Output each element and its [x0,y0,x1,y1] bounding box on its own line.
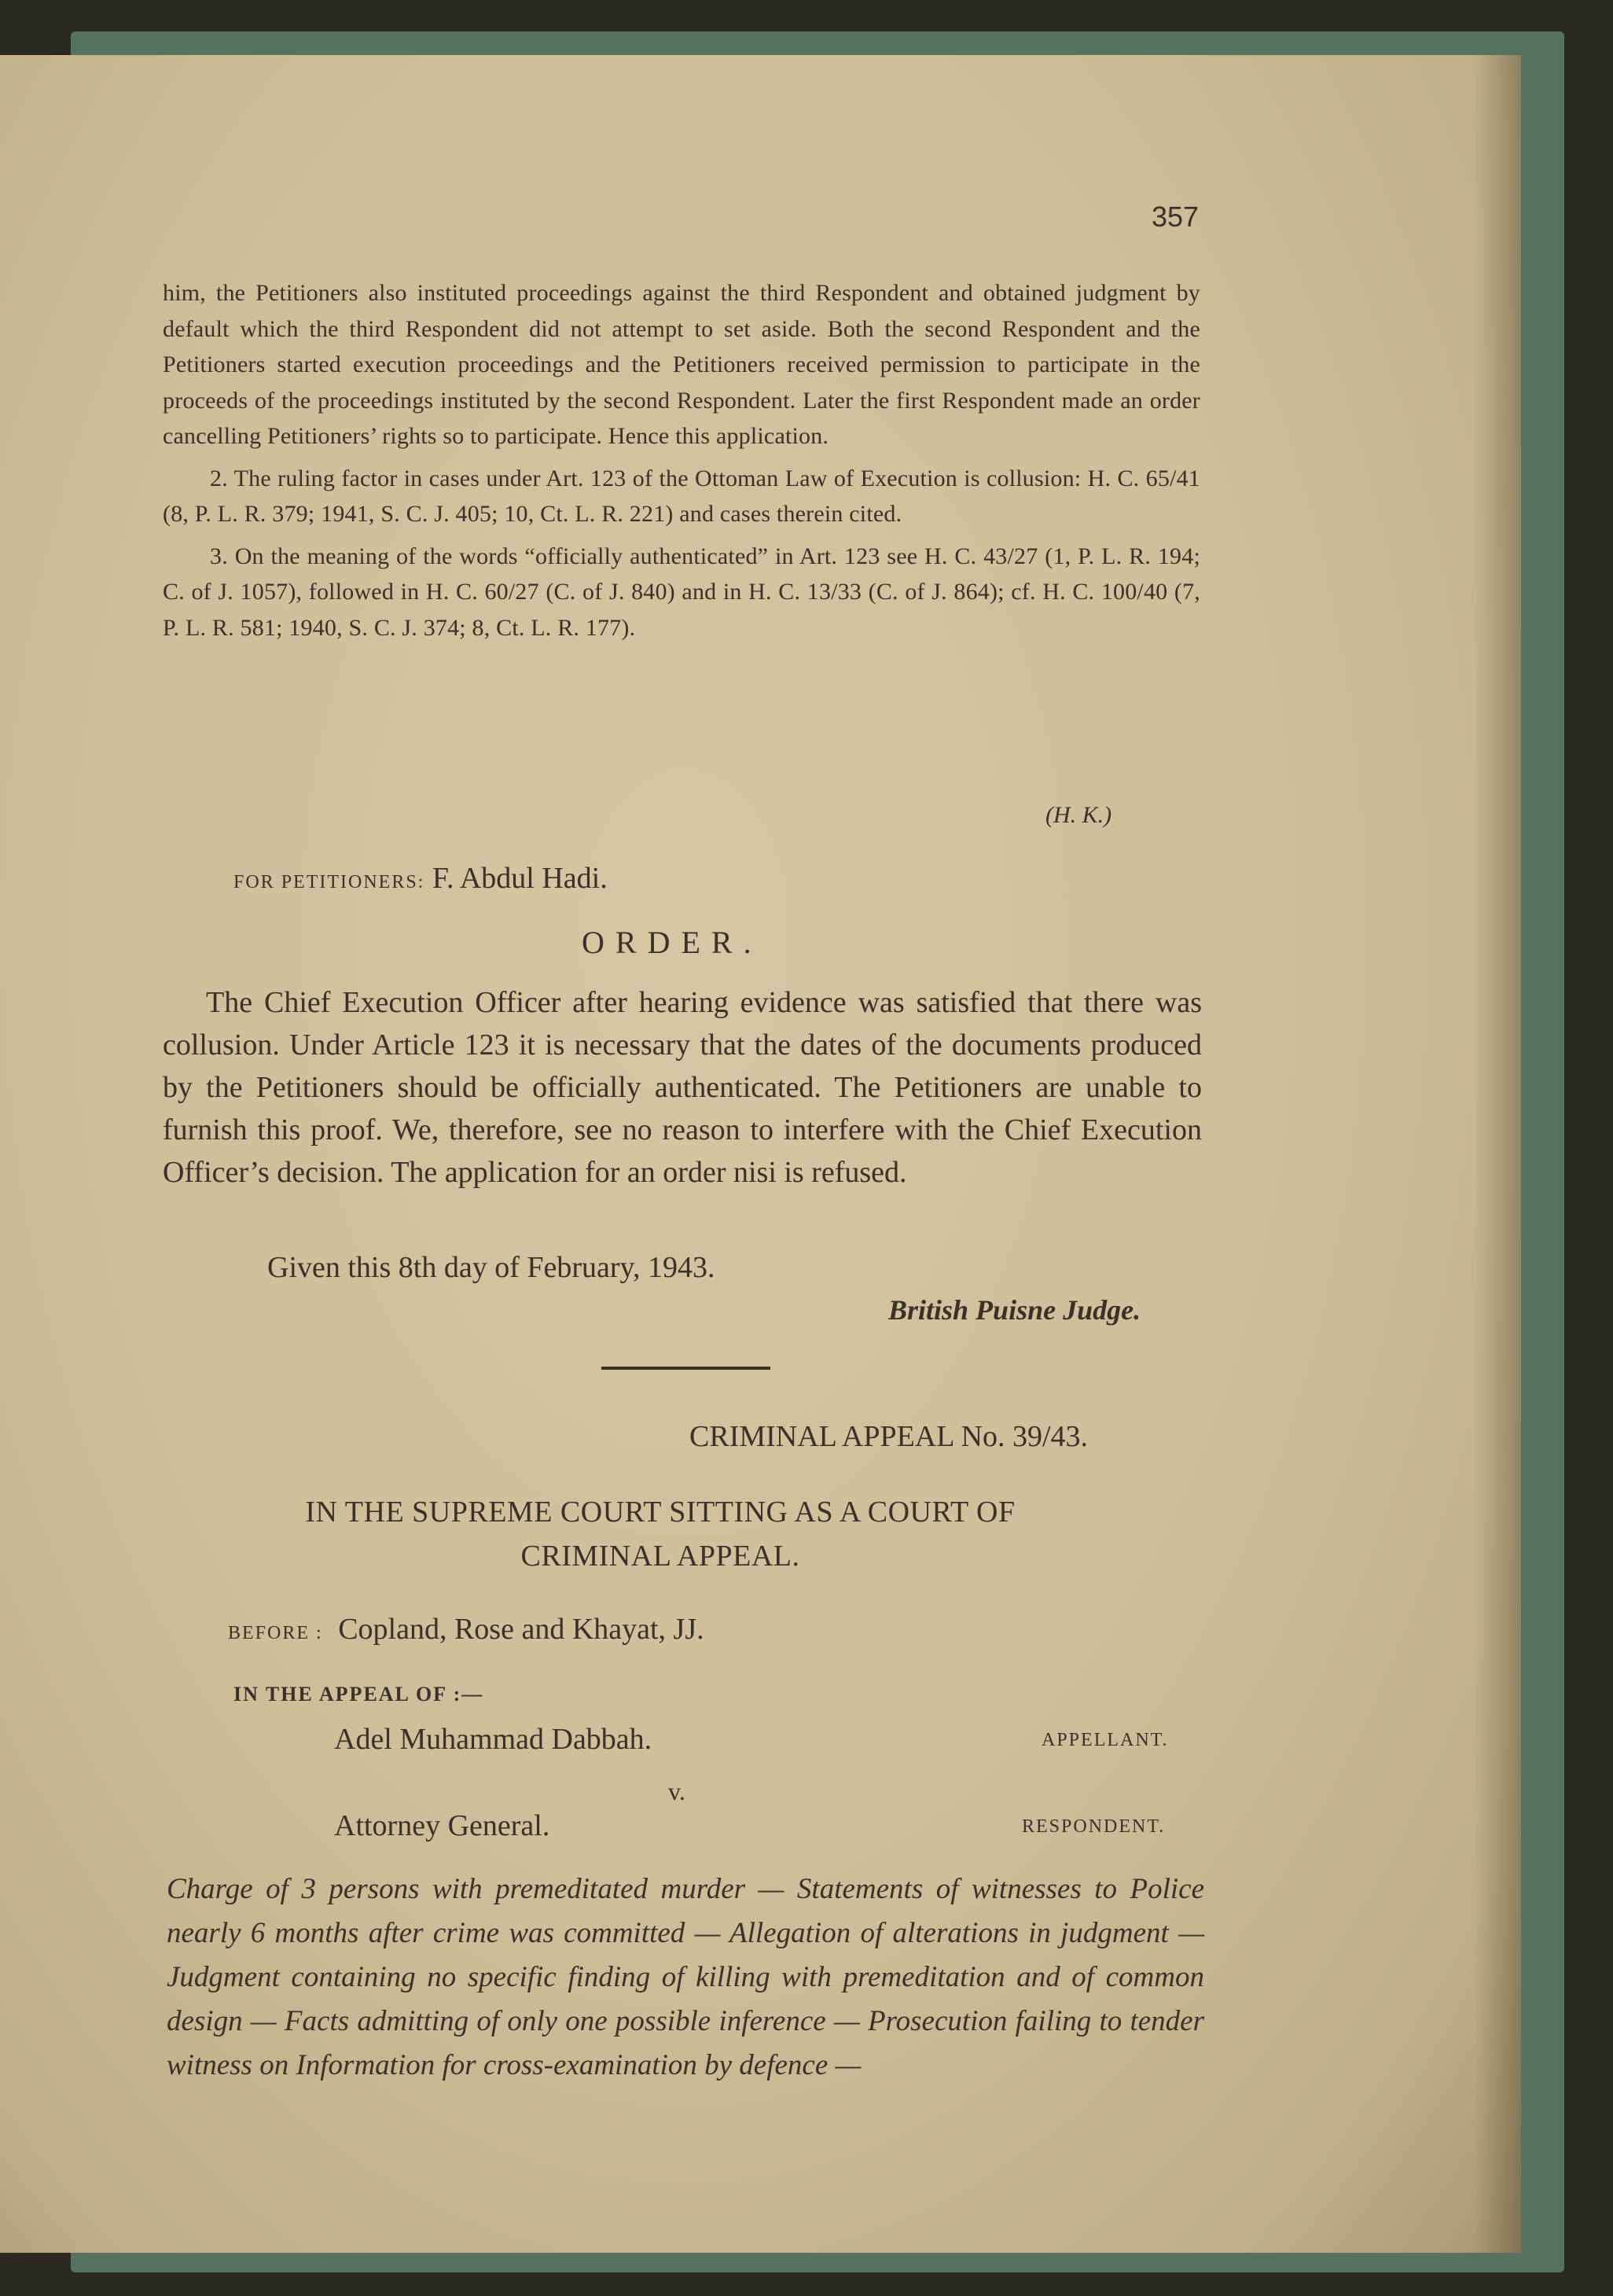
judges-names: Copland, Rose and Khayat, JJ. [338,1613,704,1646]
page-number: 357 [1152,201,1200,233]
bench-line [228,1612,704,1647]
note-paragraph-1: him, the Petitioners also instituted proceedings against the third Respondent and obtained judgment by default which the third Respondent did not attempt to set aside. Both the second Respondent and the Petitioners started execution proceedings and the Petitioners received permission to participate in the proceeds of the proceedings instituted by the second Respondent. Later the first Respondent made an order cancelling Petitioners’ rights so to participate. Hence this application. [163,280,1200,449]
court-title-line-2: CRIMINAL APPEAL. [520,1540,800,1573]
court-title-line-1: IN THE SUPREME COURT SITTING AS A COURT OF [305,1496,1016,1529]
respondent-name: Attorney General. [334,1809,550,1842]
order-date: Given this 8th day of February, 1943. [267,1251,715,1284]
order-text: The Chief Execution Officer after hearing evidence was satisfied that there was collusion. Under Article 123 it is necessary that the dates of the documents produced by the Petitioners should be officially authenticated. The Petitioners are unable to furnish this proof. We, therefore, see no reason to interfere with the Chief Execution Officer’s decision. The application for an order nisi is refused. [163,986,1202,1189]
section-divider [601,1367,770,1370]
note-paragraph-3: 3. On the meaning of the words “officially authenticated” in Art. 123 see H. C. 43/27 (1, P. L. R. 194; C. of J. 1057), followed in H. C. 60/27 (C. of J. 840) and in H. C. 13/33 (C. of J. 864); cf. H. C. 100/40 (7, P. L. R. 581; 1940, S. C. J. 374; 8, Ct. L. R. 177). [163,543,1200,641]
appeal-number: CRIMINAL APPEAL No. 39/43. [689,1420,1089,1453]
case-notes [163,275,1200,646]
counsel-line [233,861,608,896]
page-gutter-shadow [1474,55,1521,2253]
editor-initials: (H. K.) [1045,802,1112,828]
appellant-name: Adel Muhammad Dabbah. [334,1723,652,1756]
counsel-name: F. Abdul Hadi. [432,862,608,895]
headnote [167,1867,1204,2088]
counsel-label: FOR PETITIONERS: [233,872,425,892]
versus: v. [668,1777,685,1805]
document-page [0,55,1521,2253]
appellant-role: APPELLANT. [1042,1730,1169,1750]
order-body [163,981,1202,1194]
judge-signature: British Puisne Judge. [888,1294,1141,1326]
respondent-role: RESPONDENT. [1022,1816,1166,1837]
headnote-text: Charge of 3 persons with premeditated murder — Statements of witnesses to Police nearly 6 months after crime was committed — Allegation of alterations in judgment — Judgment containing no specific finding of killing with premeditation and of common design — Facts admitting of only one possible inference — Prosecution failing to tender witness on Information for cross-examination by defence — [167,1873,1204,2081]
note-paragraph-2: 2. The ruling factor in cases under Art. 123 of the Ottoman Law of Execution is collusion: H. C. 65/41 (8, P. L. R. 379; 1941, S. C. J. 405; 10, Ct. L. R. 221) and cases therein cited. [163,465,1200,527]
in-appeal-label: IN THE APPEAL OF :— [233,1683,484,1705]
court-title [157,1490,1163,1578]
before-label: BEFORE : [228,1623,323,1643]
order-heading: ORDER. [582,925,762,960]
